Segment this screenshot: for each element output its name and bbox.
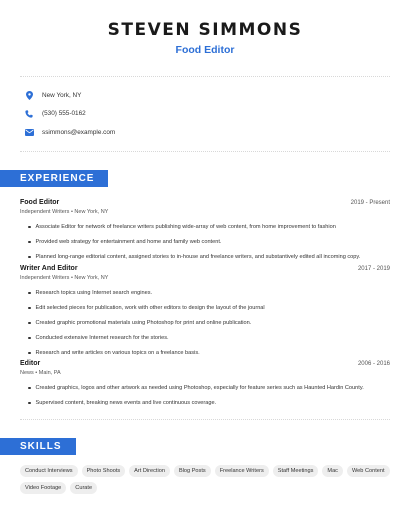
job-location: New York, NY	[74, 208, 109, 215]
list-item: Edit selected pieces for publication, work with other editors to design the layout of the journal	[28, 304, 390, 312]
job-company-line: News • Main, PA	[20, 369, 61, 376]
skills-section	[0, 436, 410, 494]
experience-section	[0, 168, 410, 407]
job-entry	[0, 265, 410, 357]
skill-chip: Freelance Writers	[215, 465, 269, 477]
skill-chip: Photo Shoots	[82, 465, 126, 477]
phone-icon	[24, 109, 34, 119]
list-item: Created graphic promotional materials using Photoshop for print and online publication.	[28, 319, 390, 327]
job-company: Independent Writers	[20, 274, 70, 281]
contact-email	[20, 123, 390, 142]
list-item: Planned long-range editorial content, assigned stories to in-house and freelance writers, and substantively edited all incoming copy.	[28, 253, 390, 261]
job-entry	[0, 199, 410, 261]
contact-email-text: ssimmons@example.com	[42, 128, 116, 136]
contact-phone-text: (530) 555-0162	[42, 110, 86, 118]
skill-chip: Conduct Interviews	[20, 465, 78, 477]
job-company-line: Independent Writers • New York, NY	[20, 274, 109, 281]
resume-header	[0, 0, 410, 56]
job-entry	[0, 360, 410, 407]
contact-phone	[20, 105, 390, 124]
skill-chip: Blog Posts	[174, 465, 211, 477]
contact-location-text: New York, NY	[42, 91, 82, 99]
job-location: New York, NY	[74, 274, 109, 281]
location-pin-icon	[24, 90, 34, 100]
email-icon	[24, 127, 34, 137]
skill-chip: Web Content	[347, 465, 390, 477]
skill-chip: Staff Meetings	[273, 465, 319, 477]
contact-location	[20, 86, 390, 105]
list-item: Supervised content, breaking news events and live continuous coverage.	[28, 399, 390, 407]
contact-list	[20, 76, 390, 142]
list-item: Created graphics, logos and other artwork as needed using Photoshop, especially for feature series such as Haunted Hardin County.	[28, 384, 390, 392]
candidate-name: STEVEN SIMMONS	[107, 20, 303, 40]
job-title: Writer And Editor	[20, 264, 78, 272]
job-bullets	[28, 384, 390, 407]
job-company: News	[20, 369, 34, 376]
skill-chip: Mac	[322, 465, 343, 477]
job-dates: 2017 - 2019	[357, 265, 390, 272]
list-item: Conducted extensive Internet research for the stories.	[28, 334, 390, 342]
job-dates: 2006 - 2016	[357, 360, 390, 367]
job-location: Main, PA	[38, 369, 61, 376]
list-item: Research topics using Internet search engines.	[28, 289, 390, 297]
job-bullets	[28, 289, 390, 357]
skill-chip: Curate	[70, 482, 97, 494]
list-item: Provided web strategy for entertainment and home and family web content.	[28, 238, 390, 246]
job-company-line: Independent Writers • New York, NY	[20, 208, 109, 215]
experience-heading: EXPERIENCE	[0, 170, 108, 187]
job-company: Independent Writers	[20, 208, 70, 215]
skills-list	[0, 455, 410, 494]
job-title: Food Editor	[20, 198, 60, 206]
divider	[20, 151, 390, 152]
list-item: Research and write articles on various topics on a freelance basis.	[28, 349, 390, 357]
job-dates: 2019 - Present	[350, 199, 390, 206]
skill-chip: Video Footage	[20, 482, 66, 494]
candidate-role: Food Editor	[175, 44, 235, 56]
divider	[20, 419, 390, 420]
list-item: Associate Editor for network of freelance writers publishing wide-array of web content, from home improvement to fashion	[28, 223, 390, 231]
job-title: Editor	[20, 359, 41, 367]
job-bullets	[28, 223, 390, 261]
skill-chip: Art Direction	[129, 465, 170, 477]
skills-heading: SKILLS	[0, 438, 76, 455]
